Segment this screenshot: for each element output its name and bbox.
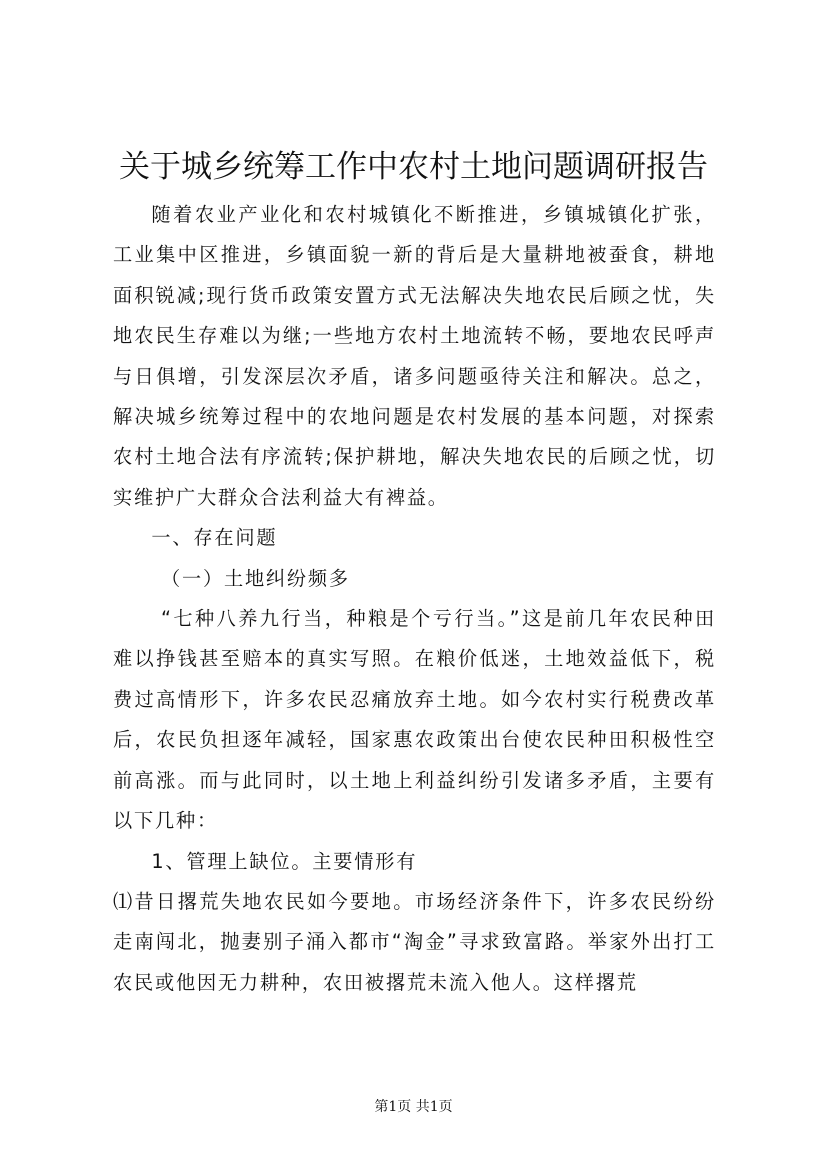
intro-paragraph: 随着农业产业化和农村城镇化不断推进，乡镇城镇化扩张，工业集中区推进，乡镇面貌一新的背后是大量耕地被蚕食，耕地面积锐减;现行货币政策安置方式无法解决失地农民后顾之忧，失地农民生存难以为继;一些地方农村土地流转不畅，要地农民呼声与日俱增，引发深层次矛盾，诸多问题亟待关注和解决。总之，解决城乡统筹过程中的农地问题是农村发展的基本问题，对探索农村土地合法有序流转;保护耕地，解决失地农民的后顾之忧，切实维护广大群众合法利益大有裨益。 [113,203,716,509]
land-disputes-paragraph: “七种八养九行当，种粮是个亏行当。”这是前几年农民种田难以挣钱甚至赔本的真实写照。在粮价低迷，土地效益低下，税费过高情形下，许多农民忍痛放弃土地。如今农村实行税费改革后，农民负担逐年减轻，国家惠农政策出台使农民种田积极性空前高涨。而与此同时，以土地上利益纠纷引发诸多矛盾，主要有以下几种： [113,607,716,833]
page-footer: 第1页 共1页 [374,1099,453,1115]
subsection-heading-land-disputes: （一）土地纠纷频多 [161,566,350,590]
document-body [113,195,716,1003]
item-heading-management: 1、管理上缺位。主要情形有 [151,849,418,873]
item-paragraph-abandoned-land: ⑴昔日撂荒失地农民如今要地。市场经济条件下，许多农民纷纷走南闯北，抛妻别子涌入都市“淘金”寻求致富路。举家外出打工农民或他因无力耕种，农田被撂荒未流入他人。这样撂荒 [113,889,716,994]
document-title: 关于城乡统筹工作中农村土地问题调研报告 [119,149,708,185]
section-heading-problems: 一、存在问题 [151,526,278,550]
